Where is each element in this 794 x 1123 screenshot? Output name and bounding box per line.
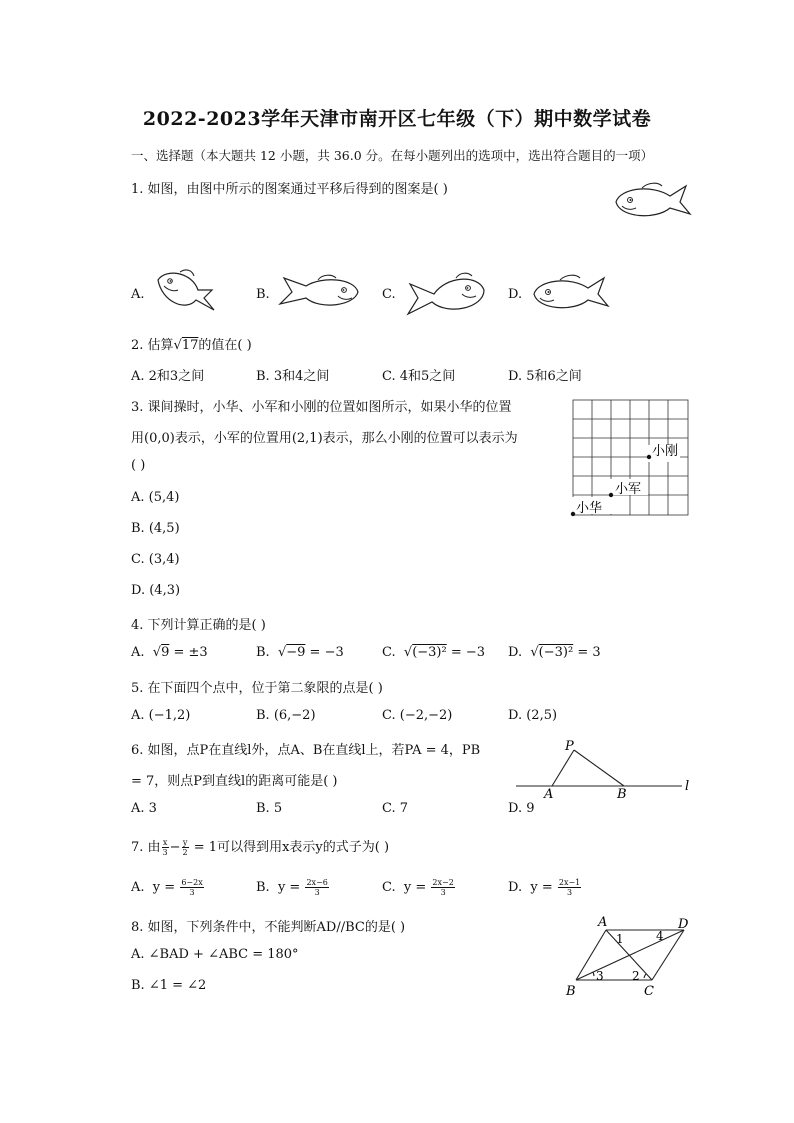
q7-stem-post: = 1可以得到用x表示y的式子为( )	[189, 840, 390, 855]
q6-label-p: P	[565, 739, 574, 754]
q6-line1: 6. 如图，点P在直线l外，点A、B在直线l上，若PA = 4，PB	[131, 743, 481, 758]
q8-label-1: 1	[616, 932, 624, 946]
q7-option-d-letter: D.	[508, 880, 523, 895]
q3-label-xiaogang: 小刚	[652, 444, 679, 459]
q2-radicand: 17	[181, 338, 199, 353]
q4-option-a-letter: A.	[131, 645, 145, 660]
q6-segment-pb	[574, 750, 624, 786]
q7-stem-pre: 7. 由	[131, 840, 161, 855]
q4-b-radicand: −9	[286, 645, 306, 660]
q8-label-d: D	[678, 917, 689, 932]
q3-option-c[interactable]: C. (3,4)	[131, 552, 180, 567]
q4-a-radicand: 9	[161, 645, 170, 660]
q6-option-a[interactable]: A. 3	[131, 801, 157, 816]
q7-c-fraction: $\frac{2x-2}{3}$	[432, 878, 454, 897]
q3-line3: ( )	[131, 458, 146, 473]
q3-label-xiaohua: 小华	[576, 501, 603, 516]
q5-stem: 5. 在下面四个点中，位于第二象限的点是( )	[131, 681, 383, 696]
q6-label-a: A	[544, 787, 554, 802]
q4-option-c[interactable]	[382, 645, 485, 660]
q3-option-a[interactable]: A. (5,4)	[131, 490, 180, 505]
q4-stem: 4. 下列计算正确的是( )	[131, 618, 266, 633]
q3-point-xiaojun	[609, 493, 613, 497]
q5-option-b[interactable]: B. (6,−2)	[256, 708, 316, 723]
q7-option-b[interactable]	[256, 878, 330, 897]
q3-option-d[interactable]: D. (4,3)	[131, 583, 181, 598]
sqrt-icon: √	[173, 338, 182, 353]
q8-option-b[interactable]: B. ∠1 = ∠2	[131, 978, 207, 993]
q2-option-d[interactable]: D. 5和6之间	[508, 369, 582, 384]
q2-option-b[interactable]: B. 3和4之间	[256, 369, 330, 384]
page-title: 2022-2023学年天津市南开区七年级（下）期中数学试卷	[142, 108, 652, 130]
q7-b-fraction: $\frac{2x-6}{3}$	[306, 878, 328, 897]
q2-stem	[131, 334, 252, 353]
q8-label-4: 4	[656, 929, 664, 943]
q7-option-b-letter: B.	[256, 880, 270, 895]
q5-option-a[interactable]: A. (−1,2)	[131, 708, 191, 723]
q8-label-2: 2	[632, 969, 640, 983]
q2-option-a[interactable]: A. 2和3之间	[131, 369, 205, 384]
sqrt-icon: √	[530, 645, 539, 660]
q7-stem	[131, 836, 389, 857]
q4-d-radicand: (−3)²	[538, 645, 574, 660]
q7-option-a[interactable]	[131, 878, 205, 897]
q4-option-d-letter: D.	[508, 645, 523, 660]
q7-minus: −	[169, 840, 181, 855]
q7-option-d[interactable]	[508, 878, 582, 897]
q2-stem-pre: 2. 估算	[131, 338, 174, 353]
q6-option-b[interactable]: B. 5	[256, 801, 283, 816]
q1-option-c-fish-icon	[404, 272, 488, 318]
q1-option-b-label[interactable]: B.	[256, 287, 270, 302]
q8-parallelogram-figure	[564, 914, 694, 1000]
q7-d-yeq: y =	[530, 880, 553, 895]
q8-label-3: 3	[596, 969, 604, 983]
q1-option-a-label[interactable]: A.	[131, 287, 145, 302]
q3-label-xiaojun: 小军	[615, 482, 642, 497]
q8-angle-2-arc	[644, 974, 646, 978]
q4-c-radicand: (−3)²	[412, 645, 447, 660]
q8-option-a[interactable]: A. ∠BAD + ∠ABC = 180°	[131, 947, 299, 962]
q1-option-a-fish-icon	[152, 266, 218, 318]
sqrt-icon: √	[403, 645, 413, 660]
q4-c-rhs: = −3	[446, 645, 486, 660]
q5-option-d[interactable]: D. (2,5)	[508, 708, 558, 723]
q7-option-c[interactable]	[382, 878, 456, 897]
q1-option-d-label[interactable]: D.	[508, 287, 523, 302]
q1-stem: 1. 如图，由图中所示的图案通过平移后得到的图案是( )	[131, 182, 448, 197]
q4-option-b[interactable]	[256, 645, 344, 660]
q4-option-b-letter: B.	[256, 645, 270, 660]
q6-option-c[interactable]: C. 7	[382, 801, 409, 816]
q7-fraction-x3: $\frac{x}{3}$	[162, 838, 168, 857]
q7-a-fraction: $\frac{6-2x}{3}$	[181, 878, 203, 897]
q4-option-c-letter: C.	[382, 645, 396, 660]
q8-stem: 8. 如图，下列条件中，不能判断AD//BC的是( )	[131, 920, 406, 935]
q7-option-a-letter: A.	[131, 880, 145, 895]
q1-option-d-fish-icon	[530, 272, 612, 314]
q7-fraction-y2: $\frac{y}{2}$	[182, 838, 188, 857]
q1-option-b-fish-icon	[278, 272, 364, 312]
q1-option-c-label[interactable]: C.	[382, 287, 396, 302]
q7-option-c-letter: C.	[382, 880, 396, 895]
q6-option-d[interactable]: D. 9	[508, 801, 535, 816]
q4-option-d[interactable]	[508, 645, 601, 660]
q3-line2: 用(0,0)表示，小军的位置用(2,1)表示，那么小刚的位置可以表示为	[131, 431, 518, 446]
q2-option-c[interactable]: C. 4和5之间	[382, 369, 456, 384]
q4-a-rhs: = ±3	[169, 645, 208, 660]
sqrt-icon: √	[277, 645, 287, 660]
q7-b-yeq: y =	[277, 880, 301, 895]
q3-option-b[interactable]: B. (4,5)	[131, 521, 180, 536]
q8-angle-3-arc	[593, 972, 594, 976]
q4-b-rhs: = −3	[305, 645, 344, 660]
q6-triangle-figure	[514, 738, 694, 800]
q8-diagonal-ac	[606, 930, 652, 980]
q3-grid-figure	[572, 399, 690, 517]
q8-label-a: A	[598, 915, 608, 930]
q6-line2: = 7，则点P到直线l的距离可能是( )	[131, 774, 338, 789]
q3-line1: 3. 课间操时，小华、小军和小刚的位置如图所示，如果小华的位置	[131, 400, 512, 415]
sqrt-icon: √	[152, 645, 162, 660]
q5-option-c[interactable]: C. (−2,−2)	[382, 708, 453, 723]
q4-option-a[interactable]	[131, 645, 208, 660]
q7-d-fraction: $\frac{2x-1}{3}$	[558, 878, 581, 897]
q3-point-xiaohua	[571, 512, 575, 516]
q4-d-rhs: = 3	[573, 645, 601, 660]
q8-label-c: C	[644, 984, 654, 999]
q7-c-yeq: y =	[403, 880, 427, 895]
q2-stem-post: 的值在( )	[198, 338, 252, 353]
q6-segment-pa	[552, 750, 574, 786]
q3-point-xiaogang	[647, 455, 651, 459]
q7-a-yeq: y =	[152, 880, 176, 895]
q1-fish-original-icon	[612, 180, 694, 222]
q6-label-b: B	[617, 787, 627, 802]
q6-label-l: l	[685, 779, 690, 794]
q8-label-b: B	[566, 984, 576, 999]
section-heading: 一、选择题（本大题共 12 小题，共 36.0 分。在每小题列出的选项中，选出符合题目的一项）	[131, 148, 654, 163]
